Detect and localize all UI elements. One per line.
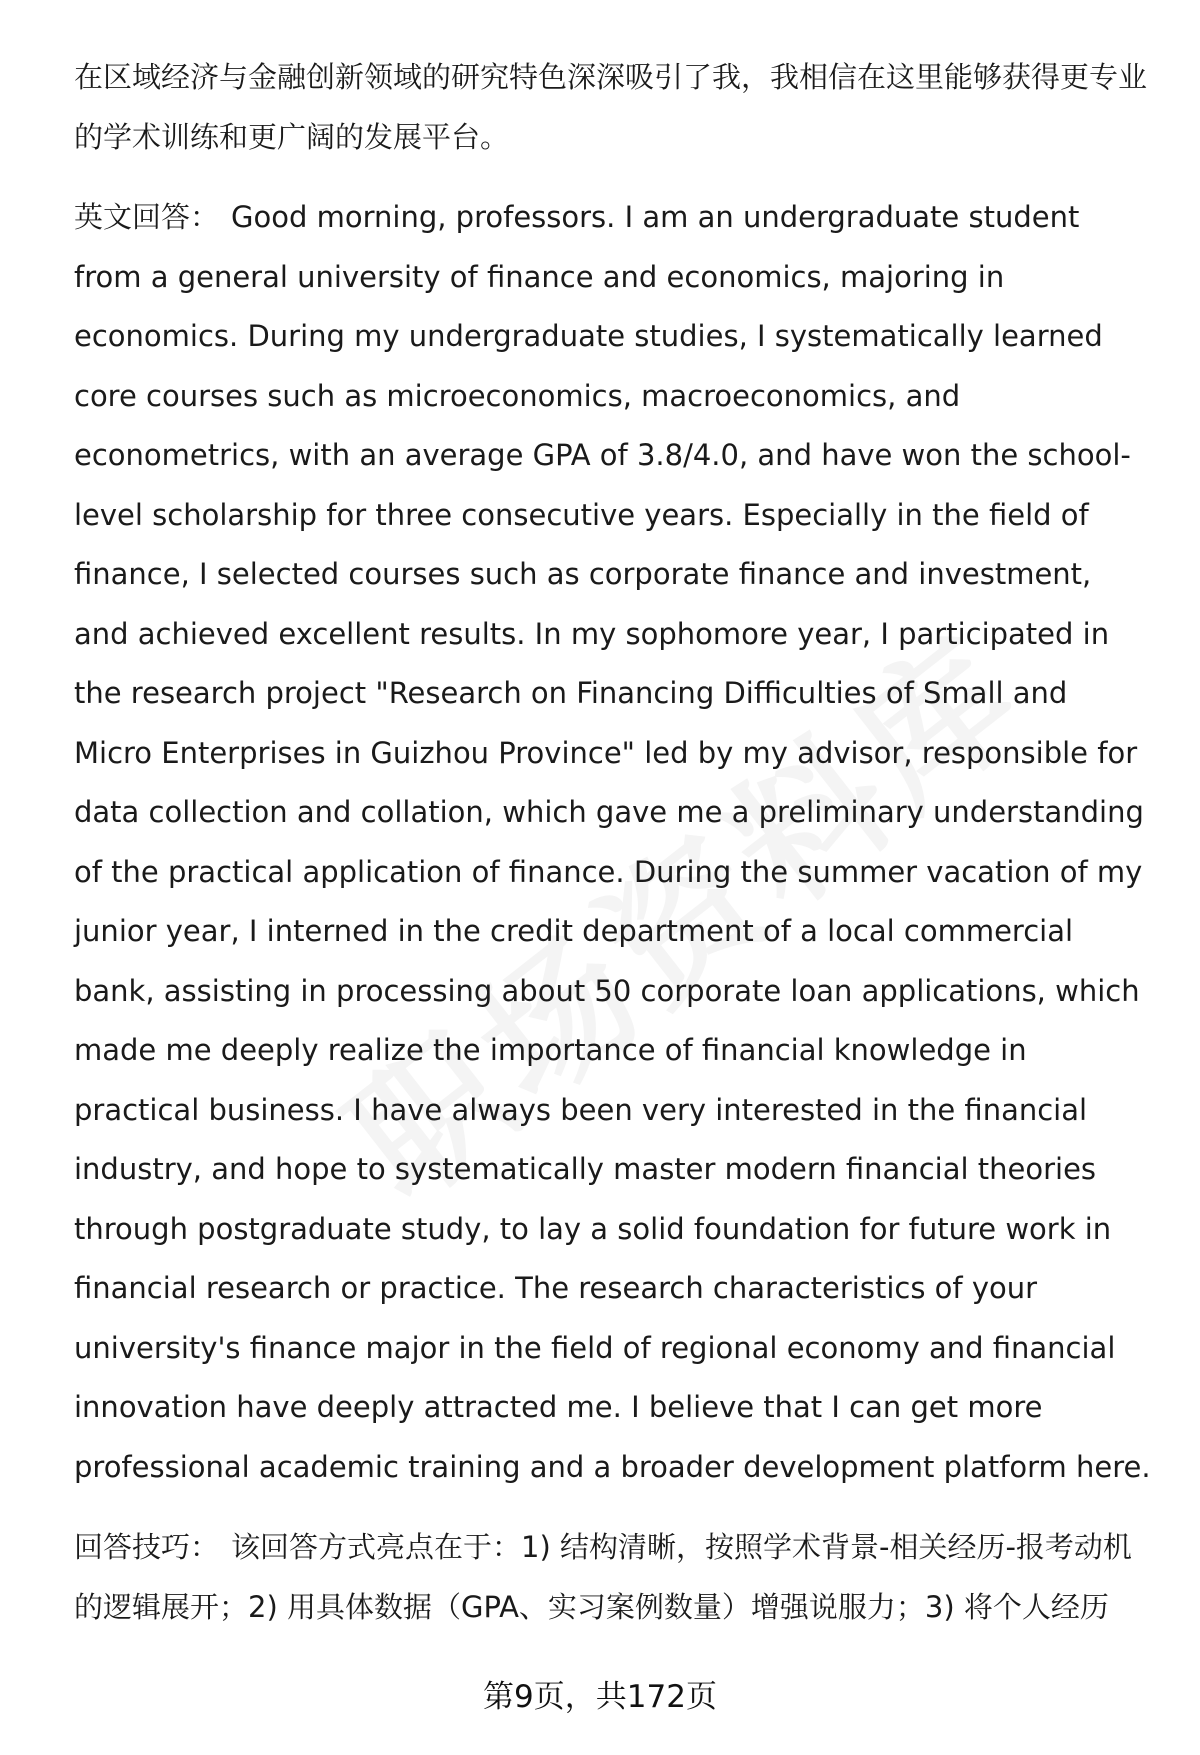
english-answer-label: 英文回答： [74, 200, 220, 234]
english-answer-text: Good morning, professors. I am an undergraduate student from a general university of finance and economics, majoring in economics. During my undergraduate studies, I systematically learned core courses such as microeconomics, macroeconomics, and econometrics, with an average GPA of 3.8/4.0, and have won the school-level scholarship for three consecutive years. Especially in the field of finance, I selected courses such as corporate finance and investment, and achieved excellent results. In my sophomore year, I participated in the research project "Research on Financing Difficulties of Small and Micro Enterprises in Guizhou Province" led by my advisor, responsible for data collection and collation, which gave me a preliminary understanding of the practical application of finance. During the summer vacation of my junior year, I interned in the credit department of a local commercial bank, assisting in processing about 50 corporate loan applications, which made me deeply realize the importance of financial knowledge in practical business. I have always been very interested in the financial industry, and hope to systematically master modern financial theories through postgraduate study, to lay a solid foundation for future work in financial research or practice. The research characteristics of your university's finance major in the field of regional economy and financial innovation have deeply attracted me. I believe that I can get more professional academic training and a broader development platform here. [74, 200, 1151, 1484]
english-answer-paragraph [74, 188, 1154, 1497]
intro-continuation-paragraph: 在区域经济与金融创新领域的研究特色深深吸引了我，我相信在这里能够获得更专业的学术训练和更广阔的发展平台。 [74, 60, 1148, 154]
answer-tips-label: 回答技巧： [74, 1530, 220, 1564]
answer-tips-paragraph [74, 1518, 1154, 1637]
answer-tips-text: 该回答方式亮点在于：1) 结构清晰，按照学术背景-相关经历-报考动机的逻辑展开；2) 用具体数据（GPA、实习案例数量）增强说服力；3) 将个人经历 [74, 1530, 1132, 1624]
document-body [74, 48, 1154, 1637]
page-indicator: 第9页，共172页 [483, 1679, 717, 1715]
